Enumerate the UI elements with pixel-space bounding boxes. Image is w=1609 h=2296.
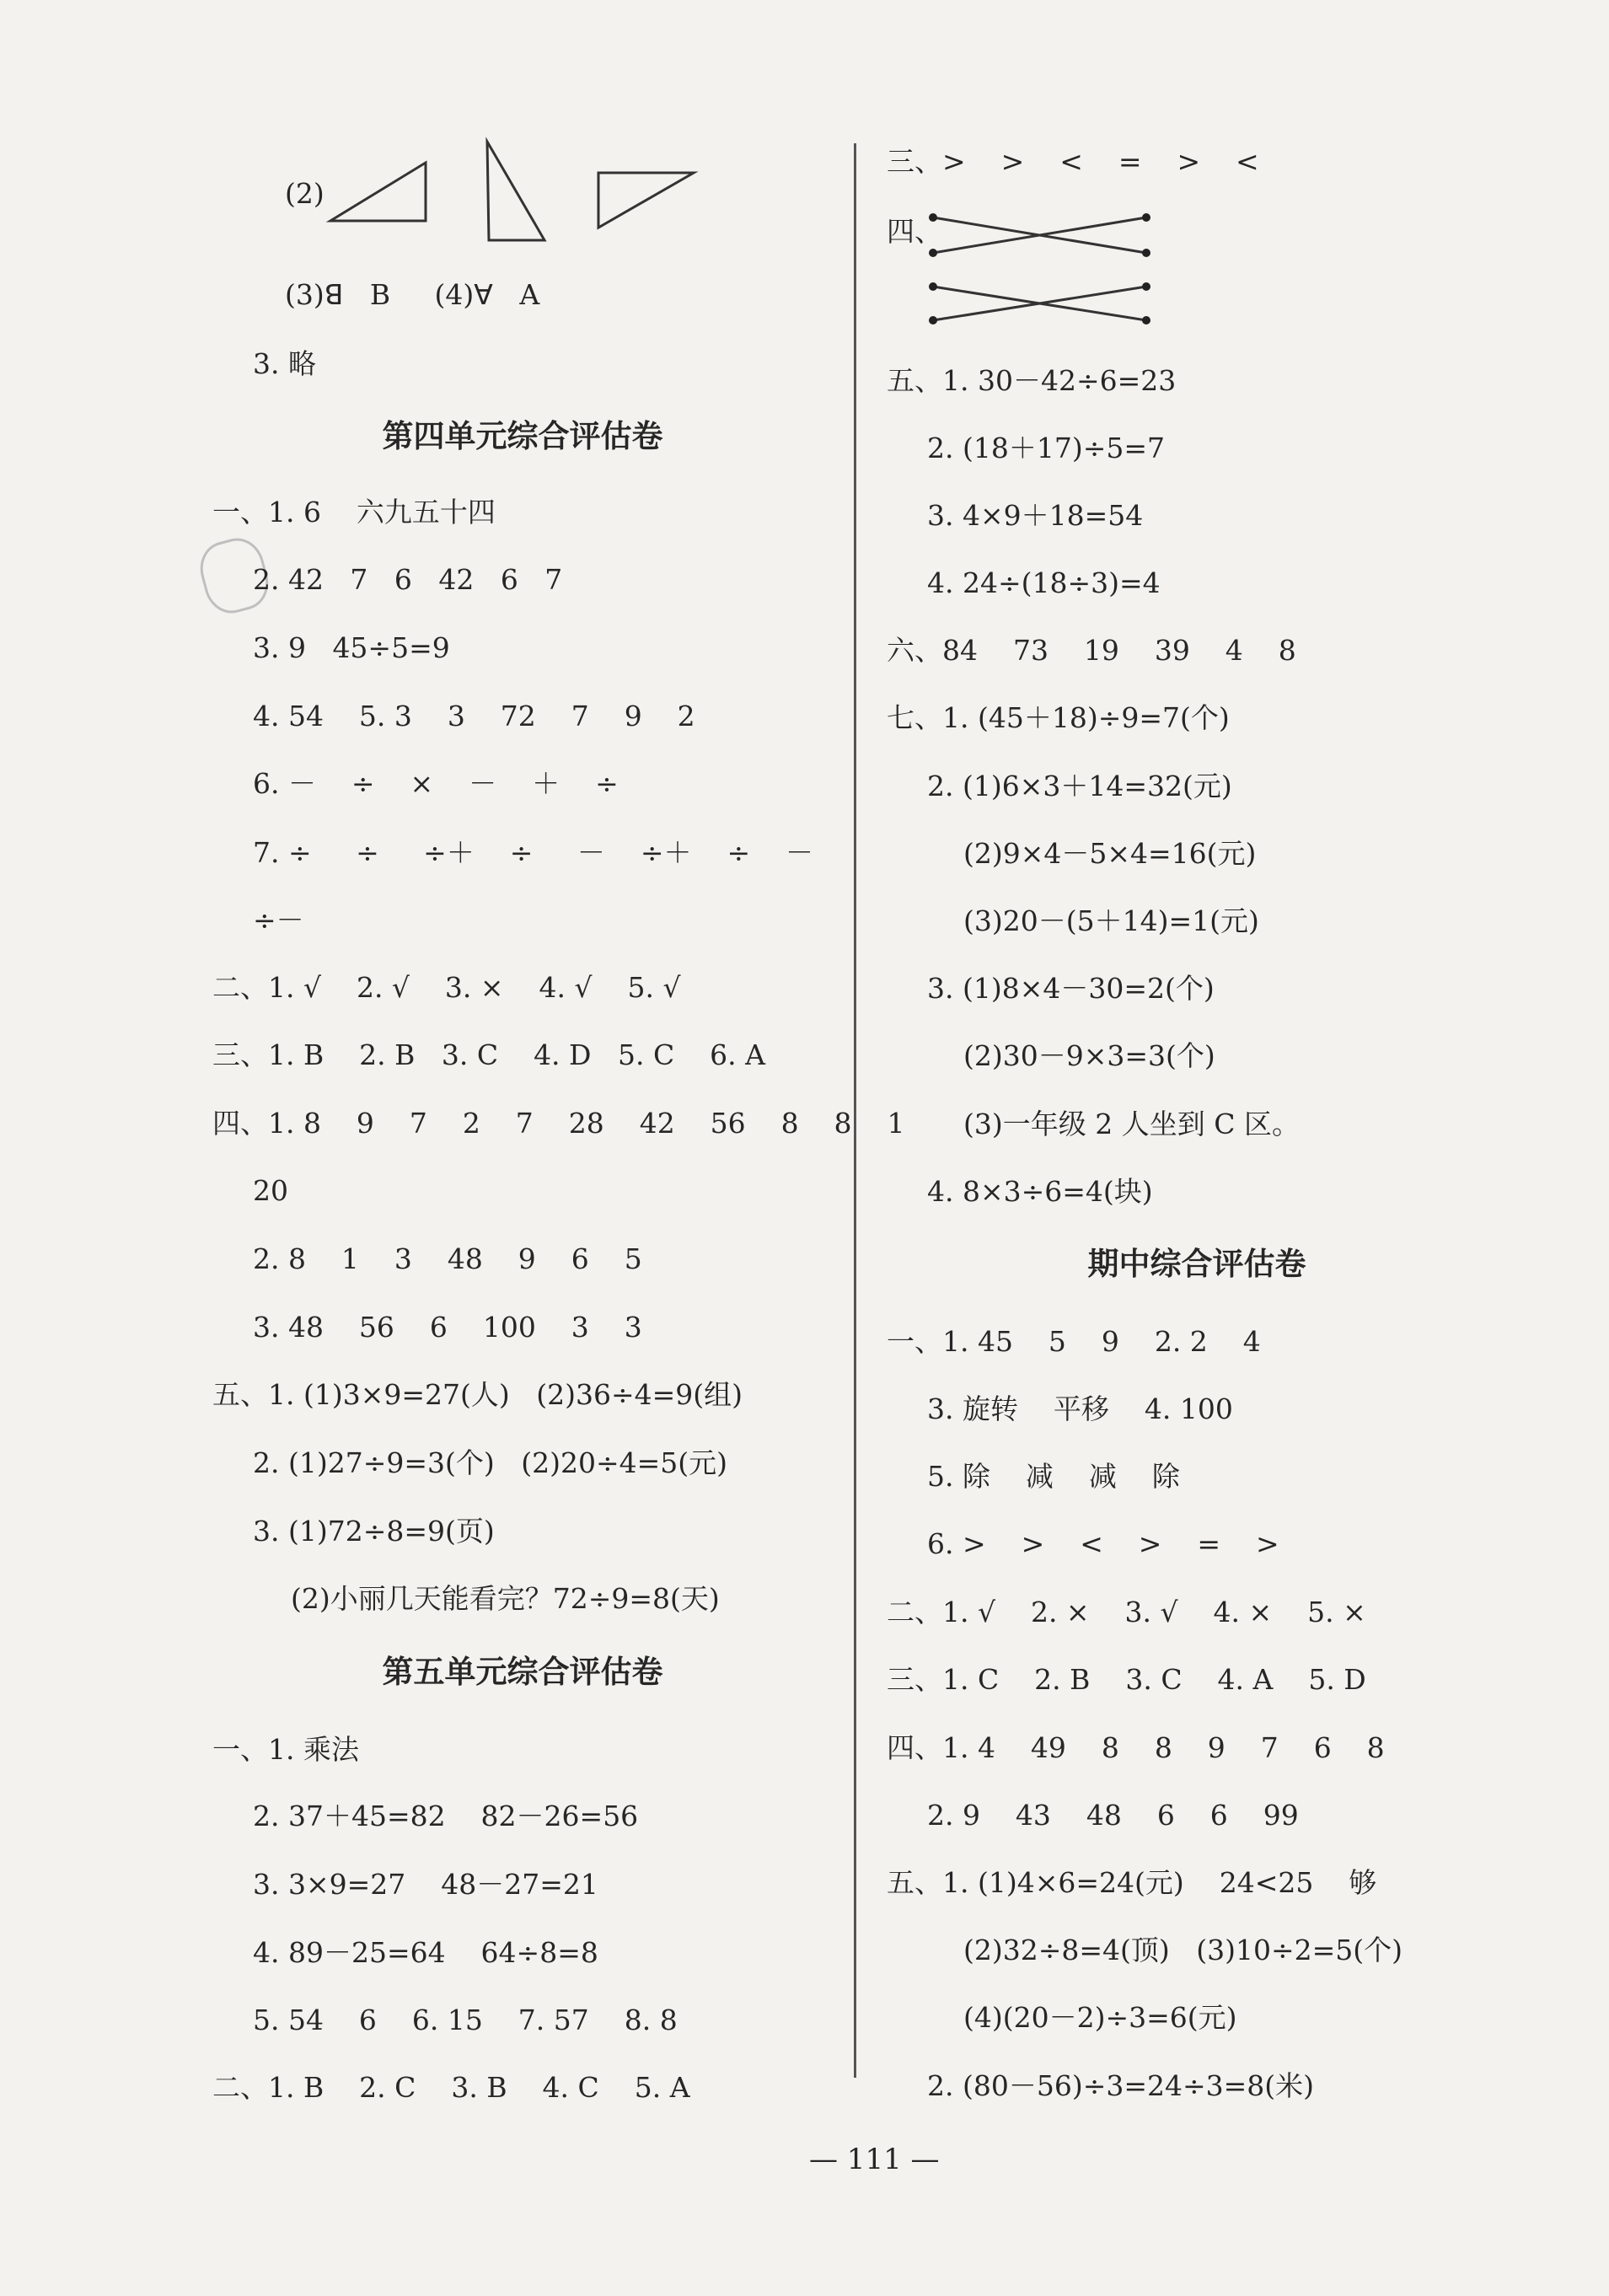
answer-line: 六、84 73 19 39 4 8 bbox=[887, 634, 1296, 667]
answer-line: 一、1. 6 六九五十四 bbox=[212, 496, 496, 528]
answer-line: (3)ꓭ B (4)ꓯ A bbox=[285, 278, 540, 311]
answer-line: (2)小丽几天能看完？72÷9=8(天) bbox=[291, 1582, 720, 1615]
answer-line: (2) bbox=[285, 177, 324, 210]
answer-line: 4. 24÷(18÷3)=4 bbox=[927, 566, 1161, 599]
answer-line: 一、1. 乘法 bbox=[212, 1733, 359, 1766]
answer-line: 5. 除 减 减 除 bbox=[927, 1460, 1180, 1493]
answer-line: 6. > > < > = > bbox=[927, 1527, 1279, 1560]
section-heading: 期中综合评估卷 bbox=[1087, 1246, 1306, 1282]
answer-line: 2. 9 43 48 6 6 99 bbox=[927, 1799, 1299, 1832]
answer-line: 七、1. (45＋18)÷9=7(个) bbox=[887, 701, 1230, 734]
answer-line: 2. 8 1 3 48 9 6 5 bbox=[253, 1242, 642, 1275]
answer-line: (4)(20－2)÷3=6(元) bbox=[963, 2001, 1237, 2034]
answer-line: 7. ÷ ÷ ÷＋ ÷ － ÷＋ ÷ － bbox=[253, 836, 814, 869]
answer-line: 4. 8×3÷6=4(块) bbox=[927, 1175, 1153, 1208]
matching-dots bbox=[929, 213, 1150, 325]
answer-line: 五、1. (1)4×6=24(元) 24<25 够 bbox=[887, 1866, 1377, 1899]
answer-line: (2)9×4－5×4=16(元) bbox=[963, 837, 1257, 870]
answer-line: 6. － ÷ × － ＋ ÷ bbox=[253, 767, 619, 800]
answer-line: 三、> > < = > < bbox=[887, 145, 1259, 178]
answer-line: 2. 42 7 6 42 6 7 bbox=[253, 563, 563, 596]
triangle-3 bbox=[598, 173, 694, 228]
answer-line: 四、 bbox=[887, 215, 942, 248]
answer-line: 五、1. 30－42÷6=23 bbox=[887, 364, 1177, 397]
answer-line: (3)一年级 2 人坐到 C 区。 bbox=[963, 1108, 1300, 1140]
answer-line: 20 bbox=[253, 1174, 288, 1207]
answer-line: 2. (18＋17)÷5=7 bbox=[927, 432, 1165, 464]
answer-line: 3. 4×9＋18=54 bbox=[927, 499, 1144, 532]
answer-line: 五、1. (1)3×9=27(人) (2)36÷4=9(组) bbox=[212, 1378, 743, 1411]
answer-line: 三、1. C 2. B 3. C 4. A 5. D bbox=[887, 1663, 1366, 1696]
section-heading: 第四单元综合评估卷 bbox=[382, 418, 663, 454]
answer-line: (2)30－9×3=3(个) bbox=[963, 1039, 1215, 1072]
answer-line: 二、1. √ 2. × 3. √ 4. × 5. × bbox=[887, 1596, 1366, 1628]
answer-line: 3. 48 56 6 100 3 3 bbox=[253, 1311, 642, 1344]
triangle-1 bbox=[330, 163, 426, 221]
answer-line: (3)20－(5＋14)=1(元) bbox=[963, 904, 1259, 937]
answer-line: 3. 3×9=27 48－27=21 bbox=[253, 1868, 598, 1901]
answer-line: 二、1. √ 2. √ 3. × 4. √ 5. √ bbox=[212, 971, 681, 1004]
answer-line: 三、1. B 2. B 3. C 4. D 5. C 6. A bbox=[212, 1038, 765, 1071]
answer-line: 四、1. 4 49 8 8 9 7 6 8 bbox=[887, 1731, 1385, 1764]
answer-line: 二、1. B 2. C 3. B 4. C 5. A bbox=[212, 2071, 690, 2104]
answer-line: 2. (80－56)÷3=24÷3=8(米) bbox=[927, 2069, 1315, 2102]
answer-line: 2. (1)27÷9=3(个) (2)20÷4=5(元) bbox=[253, 1446, 727, 1479]
page-number: — 111 — bbox=[809, 2143, 940, 2176]
answer-line: 一、1. 45 5 9 2. 2 4 bbox=[887, 1325, 1261, 1358]
section-heading: 第五单元综合评估卷 bbox=[382, 1654, 663, 1690]
answer-line: 四、1. 8 9 7 2 7 28 42 56 8 8 1 bbox=[212, 1107, 905, 1140]
answer-line: 3. 旋转 平移 4. 100 bbox=[927, 1392, 1233, 1425]
answer-line: ÷－ bbox=[253, 904, 304, 936]
answer-line: 3. (1)72÷8=9(页) bbox=[253, 1515, 495, 1548]
answer-line: 4. 89－25=64 64÷8=8 bbox=[253, 1936, 598, 1969]
answer-line: 2. (1)6×3＋14=32(元) bbox=[927, 770, 1232, 802]
answer-line: (2)32÷8=4(顶) (3)10÷2=5(个) bbox=[963, 1934, 1403, 1966]
answer-line: 4. 54 5. 3 3 72 7 9 2 bbox=[253, 700, 695, 732]
answer-line: 5. 54 6 6. 15 7. 57 8. 8 bbox=[253, 2004, 678, 2036]
answer-line: 3. (1)8×4－30=2(个) bbox=[927, 972, 1215, 1005]
matching-diagram bbox=[933, 217, 1146, 320]
answer-line: 3. 略 bbox=[253, 347, 316, 380]
answer-line: 3. 9 45÷5=9 bbox=[253, 631, 450, 664]
triangle-2 bbox=[487, 142, 544, 240]
answer-line: 2. 37＋45=82 82－26=56 bbox=[253, 1800, 639, 1832]
